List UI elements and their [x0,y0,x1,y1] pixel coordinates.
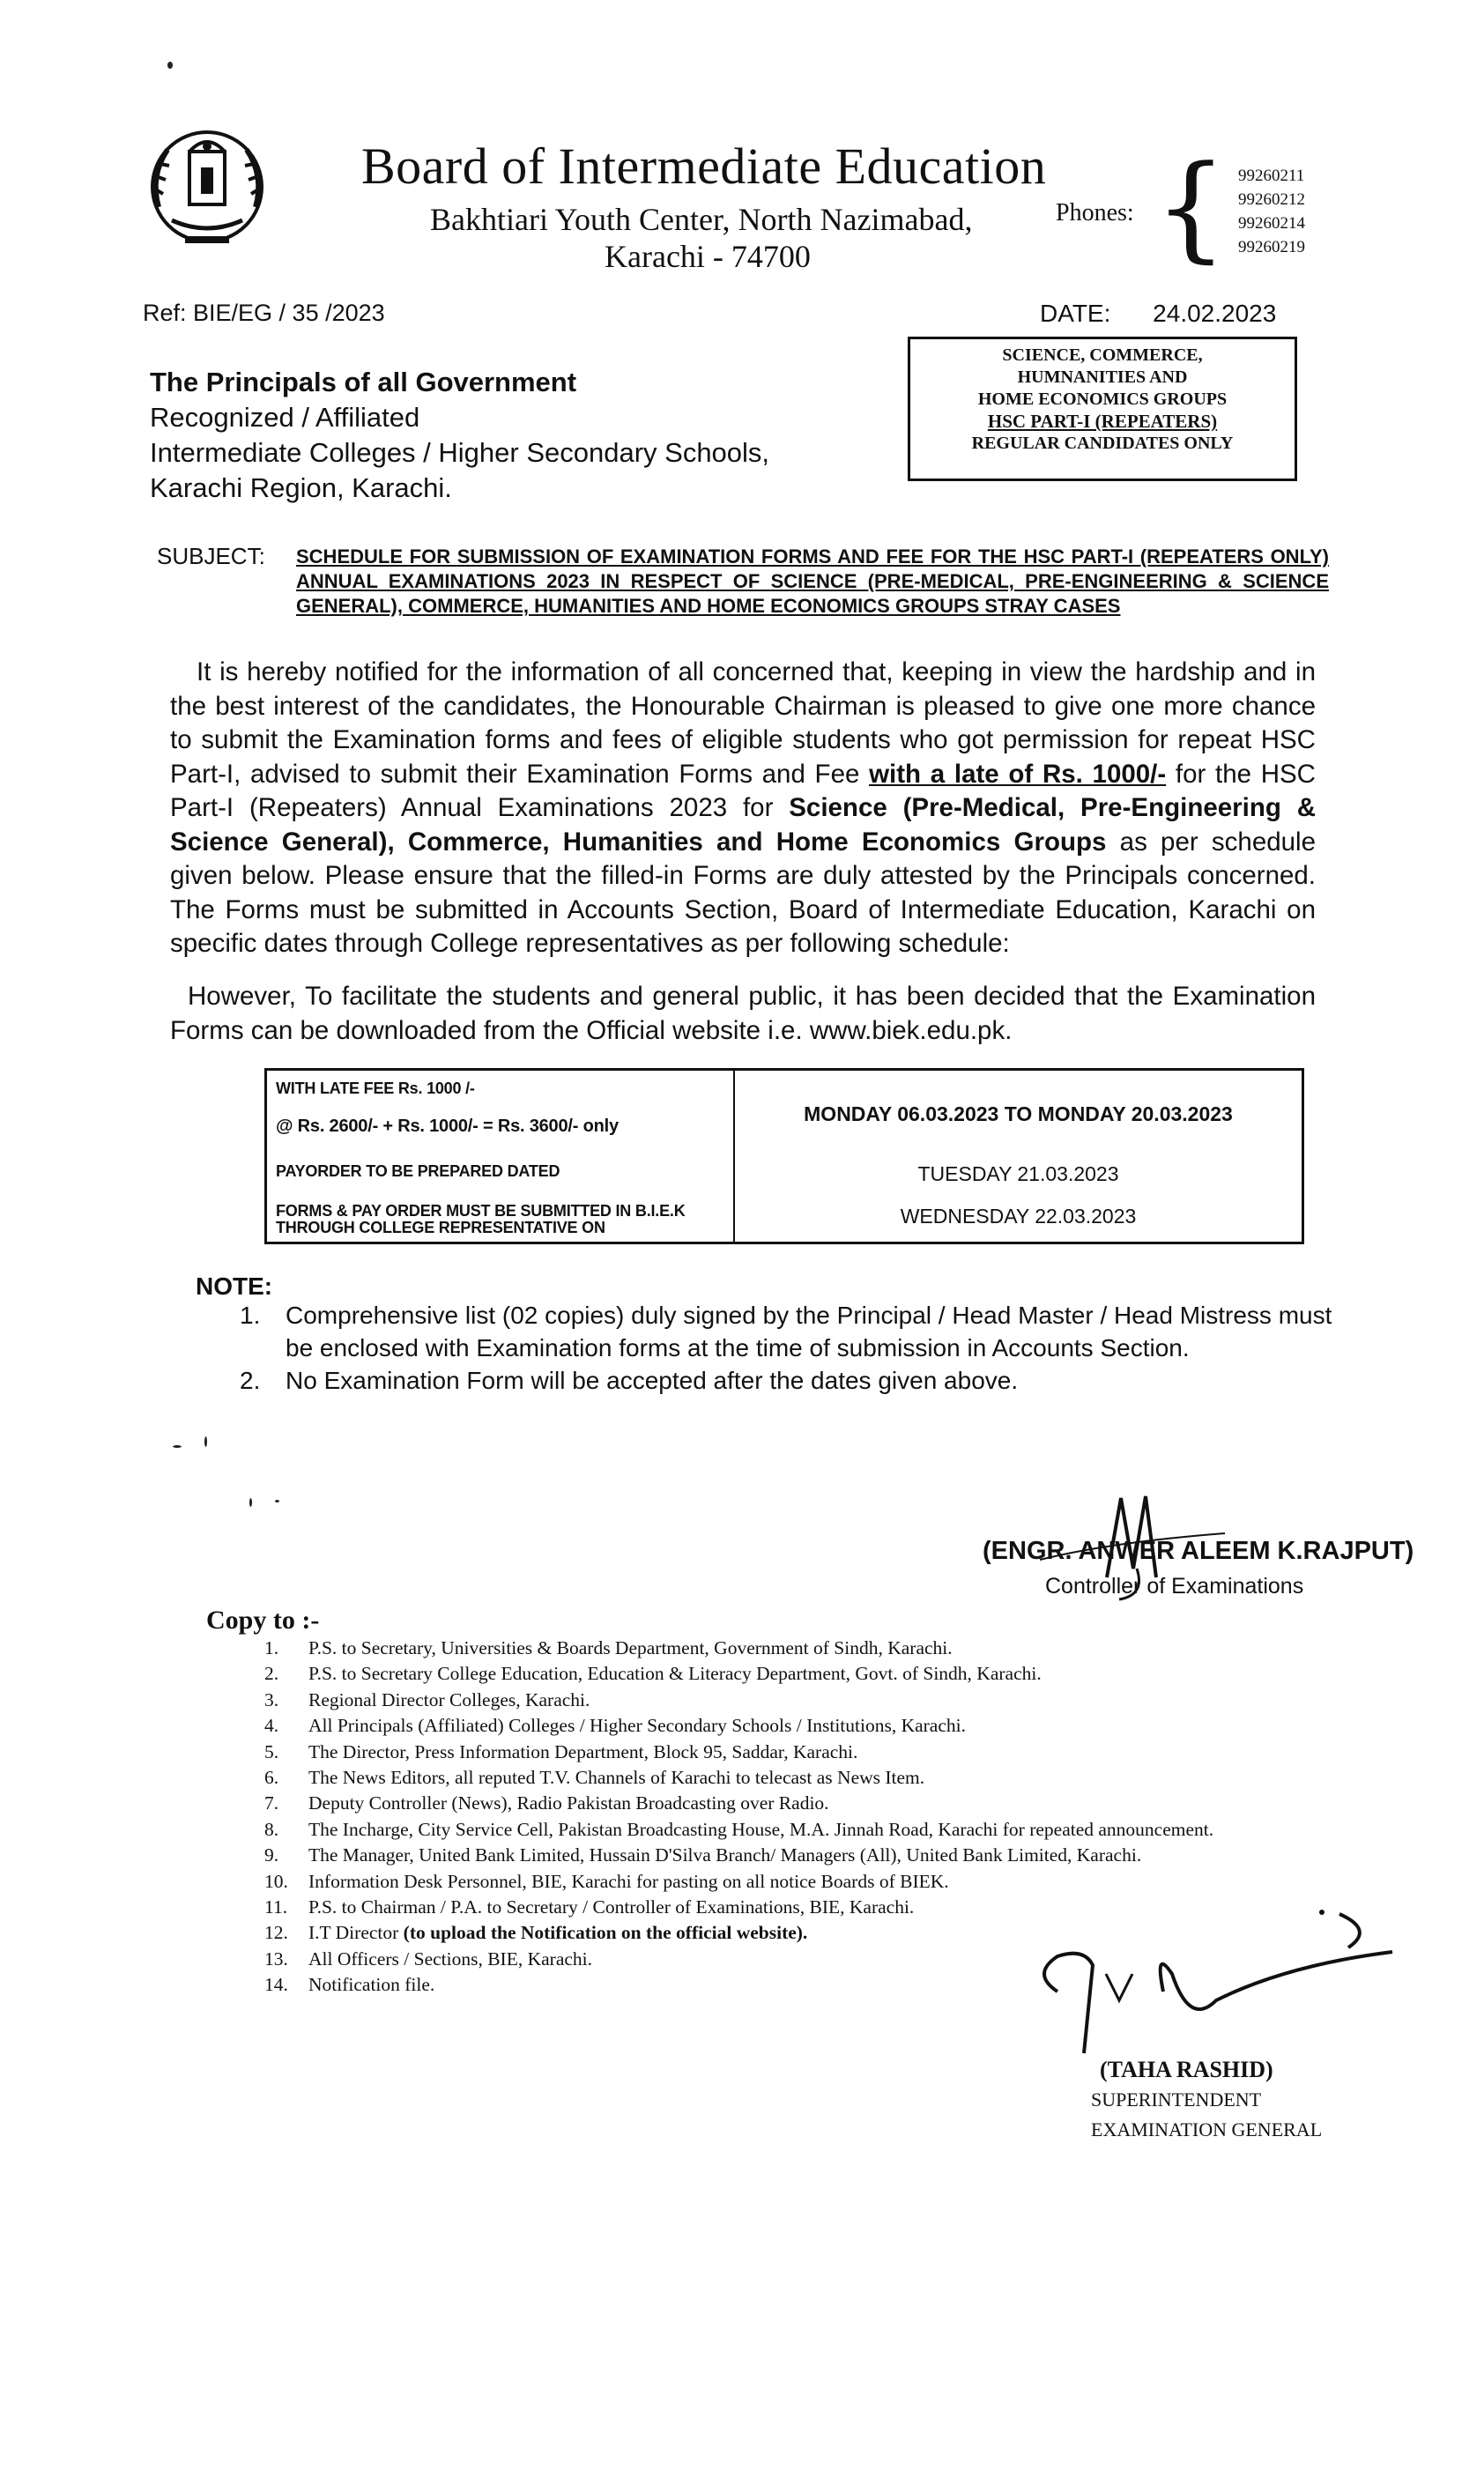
copy-to-text: Deputy Controller (News), Radio Pakistan Broadcasting over Radio. [308,1792,829,1814]
copy-to-text: P.S. to Secretary College Education, Education & Literacy Department, Govt. of Sindh, Karachi. [308,1663,1042,1685]
superintendent-department: EXAMINATION GENERAL [1091,2118,1323,2140]
superintendent-title: SUPERINTENDENT [1091,2088,1262,2111]
schedule-submission-line: THROUGH COLLEGE REPRESENTATIVE ON [276,1219,605,1236]
note-text: Comprehensive list (02 copies) duly signed by the Principal / Head Master / Head Mistress must be enclosed with Examination forms at the time of submission in Accounts Section. [286,1302,1332,1361]
date-label: DATE: [1040,300,1111,327]
subject-label: SUBJECT: [157,543,265,569]
subject-text: SCHEDULE FOR SUBMISSION OF EXAMINATION FORMS AND FEE FOR THE HSC PART-I (REPEATERS ONLY) ANNUAL EXAMINATIONS 2023 IN RESPECT OF SCIENCE (PRE-MEDICAL, PRE-ENGINEERING & SCIENCE GENERAL), COMMERCE, HUMANITIES AND HOME ECONOMICS GROUPS STRAY CASES [296,545,1329,617]
groups-highlight: Science (Pre-Medical, Pre-Engineering & Science General), Commerce, Humanities and Home Economics Groups [170,793,1317,857]
schedule-submission-label [276,1203,686,1236]
organization-address-line1: Bakhtiari Youth Center, North Nazimabad, [430,202,973,237]
superintendent-signature [1022,1886,1410,2062]
addressee-line: Karachi Region, Karachi. [150,472,452,503]
copy-to-text: The Incharge, City Service Cell, Pakistan Broadcasting House, M.A. Jinnah Road, Karachi for repeated announcement. [308,1818,1214,1840]
paragraph-text: as per schedule given below. Please ensure that the filled-in Forms are duly attested by the Principals concerned. The Forms must be submitted in Accounts Section, Board of Intermediate Education, Karachi on specific dates through College representatives as per following schedule: [170,827,1317,958]
groups-box-line: REGULAR CANDIDATES ONLY [971,434,1234,453]
copy-to-text: The Director, Press Information Department, Block 95, Saddar, Karachi. [308,1740,858,1762]
copy-to-text: Information Desk Personnel, BIE, Karachi for pasting on all notice Boards of BIEK. [308,1870,949,1892]
copy-to-number: 13. [264,1948,288,1970]
copy-to-item [264,1791,1213,1816]
addressee-line: Recognized / Affiliated [150,402,420,433]
schedule-table [264,1068,1304,1244]
paragraph-text: for the HSC Part-I (Repeaters) Annual Examinations 2023 for [170,759,1316,822]
copy-to-bold-text: (to upload the Notification on the official website). [403,1922,808,1944]
addressee-line: Intermediate Colleges / Higher Secondary Schools, [150,437,770,468]
phone-number: 99260214 [1238,214,1305,233]
note-number: 2. [240,1367,261,1394]
copy-to-item [264,1843,1213,1868]
copy-to-text: P.S. to Chairman / P.A. to Secretary / Controller of Examinations, BIE, Karachi. [308,1896,915,1918]
copy-to-text: P.S. to Secretary, Universities & Boards Department, Government of Sindh, Karachi. [308,1637,953,1658]
scan-speck [204,1436,207,1447]
reference-number: Ref: BIE/EG / 35 /2023 [143,300,385,326]
organization-name: Board of Intermediate Education [361,137,1047,195]
late-fee-highlight: with a late of Rs. 1000/- [869,759,1167,789]
copy-to-number: 4. [264,1715,279,1737]
board-logo-emblem [132,123,282,256]
note-item [240,1364,1332,1397]
phones-brace: { [1154,140,1228,274]
note-number: 1. [240,1302,261,1329]
paragraph-text: It is hereby notified for the information of all concerned that, keeping in view the hardship and in the best interest of the candidates, the Honourable Chairman is pleased to give one more chance to submit the Examination forms and fees of eligible students who got permission for repeat HSC Part-I, advised to submit their Examination Forms and Fee [170,657,1316,789]
letter-date [1040,300,1276,328]
copy-to-item [264,1713,1213,1739]
organization-address-line2: Karachi - 74700 [605,239,811,274]
addressee-block [150,365,769,506]
copy-to-item [264,1817,1213,1843]
phones-label: Phones: [1056,199,1134,226]
copy-to-number: 14. [264,1974,288,1996]
copy-to-label: Copy to :- [206,1606,320,1635]
website-paragraph: However, To facilitate the students and general public, it has been decided that the Examination Forms can be downloaded from the Official website i.e. www.biek.edu.pk. [170,982,1316,1045]
copy-to-item [264,1636,1213,1661]
copy-to-number: 9. [264,1844,279,1866]
scan-speck [173,1445,182,1448]
copy-to-item [264,1740,1213,1765]
copy-to-text: Regional Director Colleges, Karachi. [308,1688,590,1710]
note-item [240,1299,1332,1364]
copy-to-text: All Principals (Affiliated) Colleges / Higher Secondary Schools / Institutions, Karachi. [308,1715,966,1737]
schedule-fee-calc: @ Rs. 2600/- + Rs. 1000/- = Rs. 3600/- only [276,1117,619,1136]
scan-speck [167,62,173,69]
schedule-submission-date: WEDNESDAY 22.03.2023 [900,1205,1137,1228]
groups-box [908,337,1297,481]
note-text: No Examination Form will be accepted after the dates given above. [286,1367,1019,1394]
copy-to-number: 2. [264,1663,279,1685]
addressee-line: The Principals of all Government [150,367,577,397]
scan-speck [275,1500,279,1502]
groups-box-line: HUMNANITIES AND [1017,367,1188,387]
copy-to-number: 12. [264,1922,288,1944]
schedule-submission-line: FORMS & PAY ORDER MUST BE SUBMITTED IN B.I.E.K [276,1202,686,1220]
schedule-payorder-date: TUESDAY 21.03.2023 [917,1162,1119,1185]
copy-to-item [264,1765,1213,1791]
copy-to-number: 6. [264,1767,279,1789]
copy-to-text: Notification file. [308,1974,435,1996]
copy-to-number: 3. [264,1688,279,1710]
date-value: 24.02.2023 [1153,300,1277,327]
phone-numbers-list [1238,164,1305,259]
copy-to-item [264,1661,1213,1687]
copy-to-number: 8. [264,1818,279,1840]
groups-box-line: HOME ECONOMICS GROUPS [977,390,1228,409]
copy-to-item [264,1688,1213,1713]
groups-box-highlight: HSC PART-I (REPEATERS) [987,411,1218,432]
copy-to-text: All Officers / Sections, BIE, Karachi. [308,1948,593,1970]
main-paragraph [170,656,1316,961]
copy-to-text: I.T Director [308,1922,404,1944]
phone-number: 99260212 [1238,190,1305,209]
schedule-late-fee: WITH LATE FEE Rs. 1000 /- [276,1079,475,1097]
copy-to-number: 10. [264,1870,288,1892]
schedule-fee-period: MONDAY 06.03.2023 TO MONDAY 20.03.2023 [804,1102,1233,1125]
copy-to-text: The News Editors, all reputed T.V. Channels of Karachi to telecast as News Item. [308,1767,925,1789]
phone-number: 99260211 [1238,167,1305,185]
note-label: NOTE: [196,1272,273,1300]
copy-to-number: 7. [264,1792,279,1814]
copy-to-text: The Manager, United Bank Limited, Hussain D'Silva Branch/ Managers (All), United Bank Limited, Karachi. [308,1844,1142,1866]
copy-to-number: 11. [264,1896,288,1918]
groups-box-line: SCIENCE, COMMERCE, [1002,345,1203,365]
phone-number: 99260219 [1238,238,1305,256]
schedule-payorder-label: PAYORDER TO BE PREPARED DATED [276,1162,560,1180]
superintendent-name: (TAHA RASHID) [1100,2057,1273,2082]
controller-name: (ENGR. ANWER ALEEM K.RAJPUT) [983,1537,1414,1565]
scan-speck [249,1498,252,1507]
copy-to-number: 5. [264,1740,279,1762]
controller-title: Controller of Examinations [1045,1574,1304,1599]
copy-to-number: 1. [264,1637,279,1658]
